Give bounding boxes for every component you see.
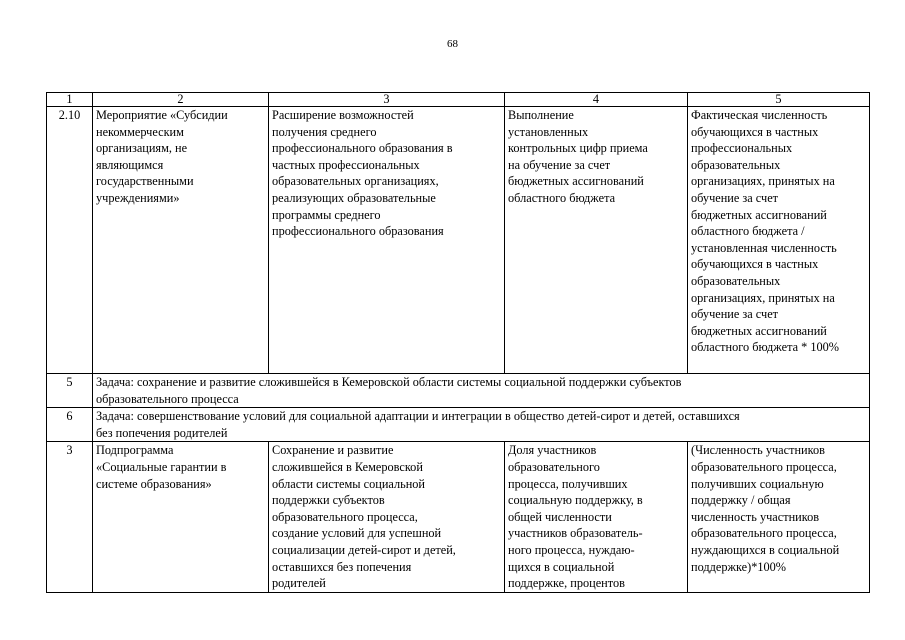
column-header: 5 bbox=[688, 93, 870, 107]
row-number: 6 bbox=[47, 408, 93, 442]
indicators-table bbox=[46, 92, 870, 593]
table-row bbox=[47, 107, 870, 374]
task-row bbox=[47, 408, 870, 442]
task-text: Задача: совершенствование условий для социальной адаптации и интеграции в общество детей-сирот и детей, оставшихся без попечения родителей bbox=[93, 408, 870, 442]
task-text: Задача: сохранение и развитие сложившейся в Кемеровской области системы социальной поддержки субъектов образовательного процесса bbox=[93, 374, 870, 408]
page-number: 68 bbox=[447, 38, 458, 50]
indicator-cell: Выполнение установленных контрольных цифр приема на обучение за счет бюджетных ассигнований областного бюджета bbox=[505, 107, 688, 374]
row-number: 3 bbox=[47, 442, 93, 592]
row-number: 2.10 bbox=[47, 107, 93, 374]
column-header: 1 bbox=[47, 93, 93, 107]
formula-cell: (Численность участников образовательного процесса, получивших социальную поддержку / общая численность участников образовательного процесса, нуждающихся в социальной поддержке)*100% bbox=[688, 442, 870, 592]
event-cell: Мероприятие «Субсидии некоммерческим организациям, не являющимся государственными учреждениями» bbox=[93, 107, 269, 374]
column-header: 2 bbox=[93, 93, 269, 107]
goal-cell: Сохранение и развитие сложившейся в Кемеровской области системы социальной поддержки субъектов образовательного процесса, создание условий для успешной социализации детей-сирот и детей, оставшихся без попечения родителей bbox=[269, 442, 505, 592]
goal-cell: Расширение возможностей получения среднего профессионального образования в частных профессиональных образовательных организациях, реализующих образовательные программы среднего профессионального образования bbox=[269, 107, 505, 374]
row-number: 5 bbox=[47, 374, 93, 408]
event-cell: Подпрограмма «Социальные гарантии в системе образования» bbox=[93, 442, 269, 592]
column-header: 3 bbox=[269, 93, 505, 107]
table-row bbox=[47, 442, 870, 592]
formula-cell: Фактическая численность обучающихся в частных профессиональных образовательных организациях, принятых на обучение за счет бюджетных ассигнований областного бюджета / установленная численность обучающихся в частных образовательных организациях, принятых на обучение за счет бюджетных ассигнований областного бюджета * 100% bbox=[688, 107, 870, 374]
table-header-row bbox=[47, 93, 870, 107]
column-header: 4 bbox=[505, 93, 688, 107]
indicator-cell: Доля участников образовательного процесса, получивших социальную поддержку, в общей численности участников образователь- ного процесса, нуждаю- щихся в социальной поддержке, процентов bbox=[505, 442, 688, 592]
task-row bbox=[47, 374, 870, 408]
